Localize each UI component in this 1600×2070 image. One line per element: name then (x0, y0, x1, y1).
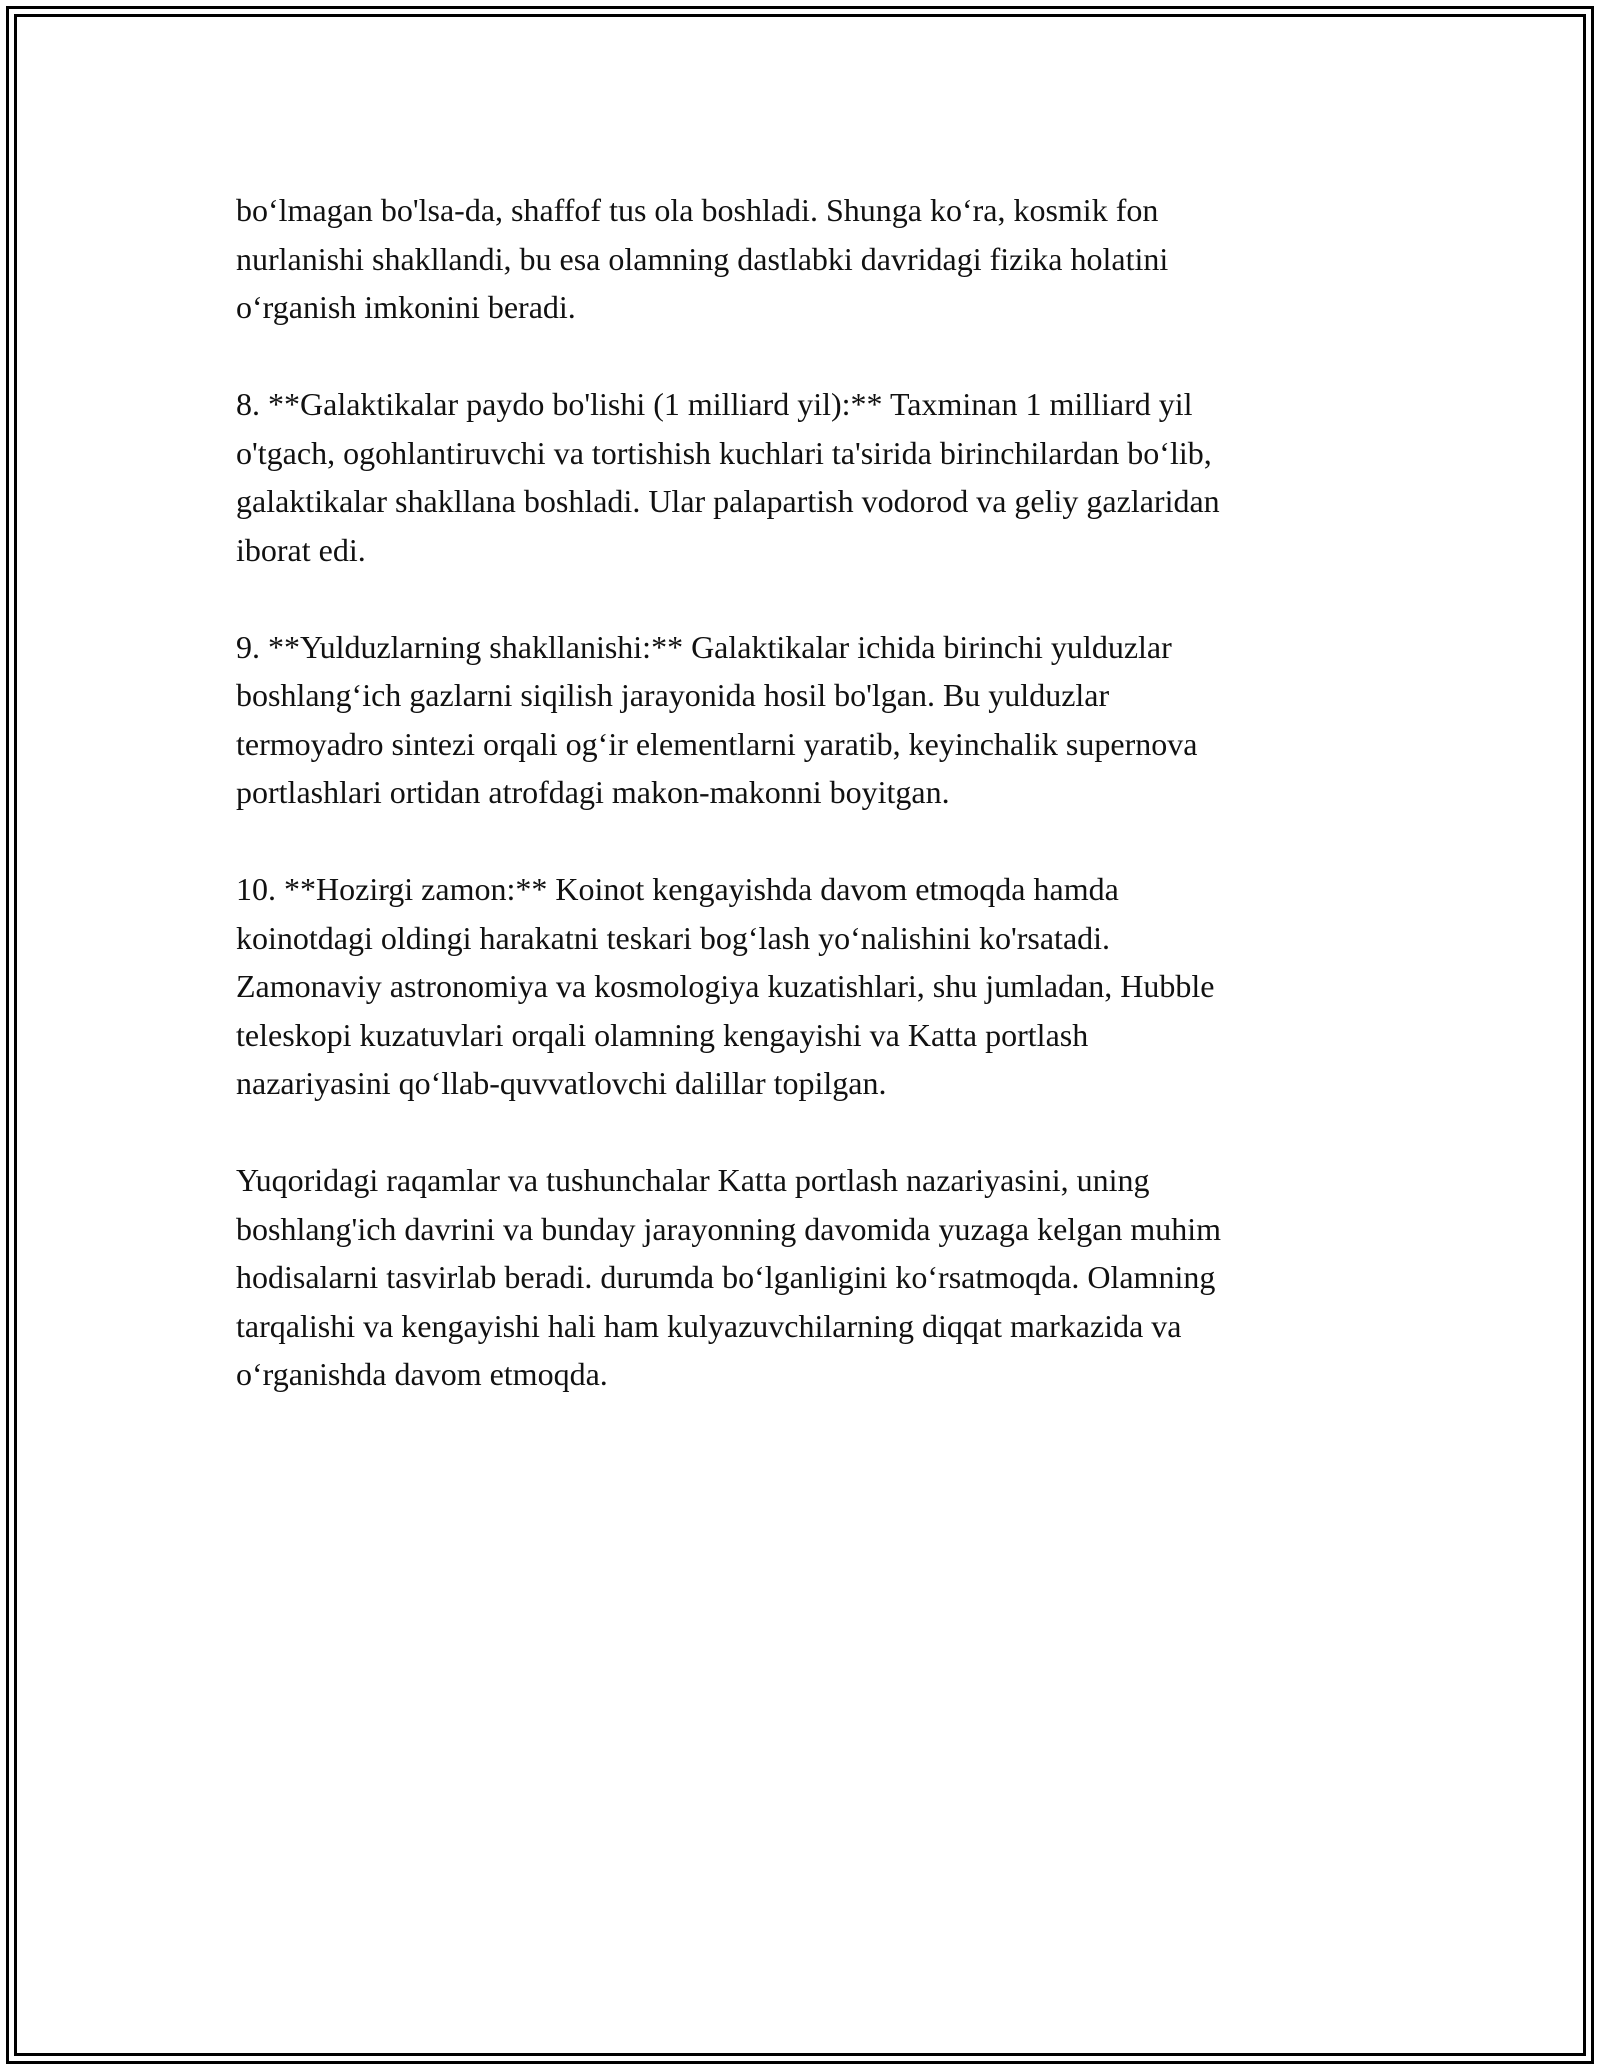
paragraph-star-formation: 9. **Yulduzlarning shakllanishi:** Galaktikalar ichida birinchi yulduzlar boshlang‘ich gazlarni siqilish jarayonida hosil bo'lgan. Bu yulduzlar termoyadro sintezi orqali og‘ir elementlarni yaratib, keyinchalik supernova portlashlari ortidan atrofdagi makon-makonni boyitgan. (236, 628, 1198, 810)
document-body (236, 186, 1376, 1447)
paragraph-galaxy-formation: 8. **Galaktikalar paydo bo'lishi (1 milliard yil):** Taxminan 1 milliard yil o'tgach, ogohlantiruvchi va tortishish kuchlari ta'sirida birinchilardan bo‘lib, galaktikalar shakllana boshladi. Ular palapartish vodorod va geliy gazlaridan iborat edi. (236, 386, 1220, 568)
paragraph-present-day: 10. **Hozirgi zamon:** Koinot kengayishda davom etmoqda hamda koinotdagi oldingi harakatni teskari bog‘lash yo‘nalishini ko'rsatadi. Zamonaviy astronomiya va kosmologiya kuzatishlari, shu jumladan, Hubble teleskopi kuzatuvlari orqali olamning kengayishi va Katta portlash nazariyasini qo‘llab-quvvatlovchi dalillar topilgan. (236, 871, 1215, 1101)
paragraph-conclusion: Yuqoridagi raqamlar va tushunchalar Katta portlash nazariyasini, uning boshlang'ich davrini va bunday jarayonning davomida yuzaga kelgan muhim hodisalarni tasvirlab beradi. durumda bo‘lganligini ko‘rsatmoqda. Olamning tarqalishi va kengayishi hali ham kulyazuvchilarning diqqat markazida va o‘rganishda davom etmoqda. (236, 1162, 1222, 1392)
paragraph-cmb-continuation: bo‘lmagan bo'lsa-da, shaffof tus ola boshladi. Shunga ko‘ra, kosmik fon nurlanishi shakllandi, bu esa olamning dastlabki davridagi fizika holatini o‘rganish imkonini beradi. (236, 192, 1169, 325)
